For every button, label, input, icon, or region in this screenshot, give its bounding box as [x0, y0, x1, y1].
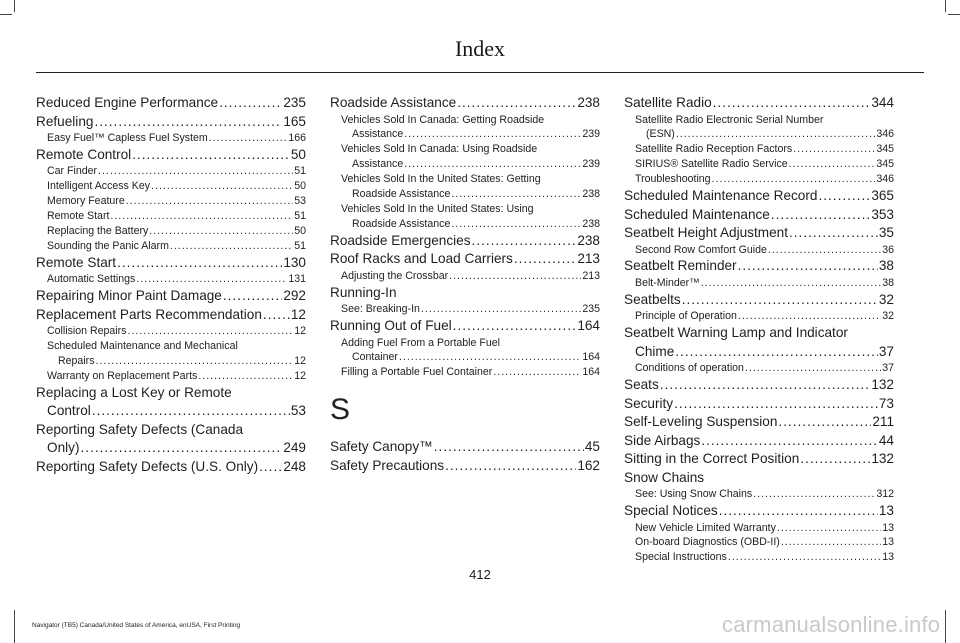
entry-page-number: 50 [290, 146, 306, 162]
entry-text: Sitting in the Correct Position [624, 451, 800, 467]
index-entry [624, 395, 894, 414]
index-entry [36, 384, 306, 403]
leader-dots [126, 194, 293, 209]
entry-page-number: 32 [878, 291, 894, 307]
entry-page-number: 238 [582, 217, 600, 230]
entry-page-number: 164 [582, 351, 600, 364]
entry-text: Easy Fuel™ Capless Fuel System [47, 132, 208, 144]
leader-dots [170, 239, 293, 254]
index-entry [330, 317, 600, 336]
entry-page-number: 50 [294, 225, 306, 238]
entry-page-number: 249 [283, 440, 306, 456]
index-entry [330, 232, 600, 251]
index-entry [36, 306, 306, 325]
index-subentry [36, 239, 306, 254]
leader-dots [151, 179, 293, 194]
leader-dots [96, 354, 294, 369]
entry-page-number: 346 [876, 128, 894, 141]
entry-page-number: 239 [582, 158, 600, 171]
leader-dots [445, 457, 576, 476]
leader-dots [768, 243, 881, 258]
index-entry [36, 439, 306, 458]
index-entry [36, 458, 306, 477]
entry-text: Automatic Settings [47, 273, 136, 286]
leader-dots [80, 439, 282, 458]
leader-dots [434, 438, 584, 457]
entry-text: Only) [47, 440, 80, 456]
entry-text: Repairing Minor Paint Damage [36, 288, 222, 304]
index-subentry [624, 550, 894, 565]
leader-dots [674, 395, 878, 414]
index-subentry [36, 369, 306, 384]
index-entry [330, 94, 600, 113]
leader-dots [818, 187, 870, 206]
index-subentry [330, 336, 600, 351]
leader-dots [136, 272, 287, 287]
leader-dots [719, 502, 878, 521]
index-entry [330, 250, 600, 269]
index-subentry [330, 217, 600, 232]
index-column-2 [330, 94, 600, 475]
watermark: carmanualsonline.info [722, 612, 941, 637]
index-subentry [330, 142, 600, 157]
entry-text: Collision Repairs [47, 325, 127, 338]
index-entry [36, 113, 306, 132]
entry-text: Filling a Portable Fuel Container [341, 366, 493, 379]
entry-text: Remote Start [47, 210, 110, 223]
entry-text: Roadside Assistance [352, 217, 451, 230]
entry-page-number: 131 [288, 273, 306, 286]
entry-text: Control [47, 403, 91, 419]
entry-page-number: 73 [878, 395, 894, 411]
index-entry [624, 206, 894, 225]
leader-dots [127, 324, 293, 339]
leader-dots [404, 157, 581, 172]
entry-text: Satellite Radio Reception Factors [635, 143, 793, 156]
entry-page-number: 239 [582, 128, 600, 141]
index-subentry [624, 521, 894, 536]
entry-text: Intelligent Access Key [47, 180, 151, 193]
leader-dots [457, 94, 576, 113]
entry-page-number: 32 [882, 310, 894, 323]
leader-dots [728, 550, 881, 565]
index-entry [330, 438, 600, 457]
entry-text: Satellite Radio [624, 95, 712, 110]
leader-dots [701, 276, 881, 291]
index-entry [624, 376, 894, 395]
entry-text: Warranty on Replacement Parts [47, 369, 198, 382]
entry-page-number: 211 [872, 414, 894, 430]
entry-page-number: 238 [582, 188, 600, 201]
entry-text: Replacing a Lost Key or Remote [36, 384, 232, 400]
entry-page-number: 213 [577, 251, 600, 267]
index-entry [330, 284, 600, 303]
entry-text: Replacement Parts Recommendation [36, 306, 262, 322]
entry-page-number: 13 [878, 503, 894, 519]
entry-text: Roadside Emergencies [330, 232, 471, 248]
leader-dots [421, 302, 581, 317]
entry-text: (ESN) [646, 128, 675, 141]
entry-text: Belt-Minder™ [635, 276, 700, 289]
entry-page-number: 248 [283, 458, 306, 474]
entry-text: See: Breaking-In [341, 303, 420, 316]
index-subentry [330, 365, 600, 380]
leader-dots [738, 257, 878, 276]
index-subentry [36, 131, 306, 146]
entry-text: Second Row Comfort Guide [635, 243, 767, 256]
index-subentry [330, 157, 600, 172]
entry-text: Troubleshooting [635, 173, 711, 186]
entry-page-number: 38 [878, 258, 894, 274]
entry-text: New Vehicle Limited Warranty [635, 521, 776, 534]
entry-page-number: 345 [876, 143, 894, 156]
entry-page-number: 37 [882, 362, 894, 375]
leader-dots [789, 224, 878, 243]
leader-dots [778, 413, 871, 432]
entry-text: Memory Feature [47, 195, 125, 208]
page-number: 412 [469, 567, 491, 582]
entry-page-number: 12 [294, 369, 306, 382]
index-subentry [624, 535, 894, 550]
entry-page-number: 235 [283, 95, 306, 110]
leader-dots [777, 521, 881, 536]
leader-dots [451, 217, 581, 232]
leader-dots [98, 164, 293, 179]
leader-dots [92, 402, 290, 421]
entry-text: Snow Chains [624, 469, 705, 485]
index-subentry [36, 354, 306, 369]
entry-page-number: 238 [577, 232, 600, 248]
entry-page-number: 45 [584, 439, 600, 455]
entry-text: See: Using Snow Chains [635, 488, 753, 501]
entry-page-number: 44 [878, 432, 894, 448]
index-entry [36, 287, 306, 306]
leader-dots [771, 206, 870, 225]
entry-page-number: 50 [294, 180, 306, 193]
leader-dots [449, 269, 581, 284]
entry-page-number: 345 [876, 158, 894, 171]
index-entry [624, 94, 894, 113]
entry-page-number: 165 [283, 113, 306, 129]
leader-dots [514, 250, 576, 269]
leader-dots [149, 224, 293, 239]
leader-dots [198, 369, 293, 384]
entry-page-number: 346 [876, 173, 894, 186]
leader-dots [676, 127, 875, 142]
index-entry [36, 421, 306, 440]
entry-text: Adjusting the Crossbar [341, 269, 449, 282]
entry-text: Replacing the Battery [47, 225, 149, 238]
entry-text: Sounding the Panic Alarm [47, 239, 169, 252]
entry-text: Vehicles Sold In Canada: Using Roadside [341, 143, 538, 156]
entry-text: Assistance [352, 158, 404, 171]
leader-dots [738, 309, 881, 324]
entry-page-number: 292 [283, 288, 306, 304]
entry-text: Roadside Assistance [352, 188, 451, 201]
entry-page-number: 13 [882, 551, 894, 564]
index-entry [624, 187, 894, 206]
entry-text: Remote Start [36, 254, 117, 270]
entry-page-number: 36 [882, 243, 894, 256]
leader-dots [793, 142, 875, 157]
index-entry [624, 324, 894, 343]
index-entry [624, 469, 894, 488]
index-entry [624, 502, 894, 521]
index-subentry [624, 113, 894, 128]
entry-text: Safety Canopy™ [330, 439, 433, 455]
index-entry [624, 450, 894, 469]
leader-dots [682, 291, 878, 310]
index-entry [330, 457, 600, 476]
entry-text: Principle of Operation [635, 310, 737, 323]
index-entry [624, 224, 894, 243]
crop-mark [948, 14, 960, 15]
index-entry [36, 254, 306, 273]
header-rule [36, 72, 924, 73]
index-entry [624, 257, 894, 276]
entry-text: Seats [624, 377, 659, 393]
index-subentry [330, 302, 600, 317]
entry-page-number: 235 [582, 303, 600, 316]
index-subentry [330, 187, 600, 202]
entry-text: Car Finder [47, 165, 98, 178]
entry-page-number: 35 [878, 225, 894, 241]
crop-mark [14, 610, 15, 643]
leader-dots [781, 535, 881, 550]
leader-dots [132, 146, 290, 165]
entry-page-number: 38 [882, 276, 894, 289]
entry-page-number: 12 [294, 355, 306, 368]
index-subentry [624, 487, 894, 502]
entry-page-number: 132 [871, 451, 894, 467]
index-subentry [624, 172, 894, 187]
index-entry [624, 343, 894, 362]
leader-dots [94, 113, 282, 132]
index-subentry [330, 172, 600, 187]
entry-text: Scheduled Maintenance [624, 206, 770, 222]
leader-dots [701, 432, 878, 451]
entry-page-number: 51 [294, 239, 306, 252]
entry-page-number: 51 [294, 210, 306, 223]
entry-page-number: 365 [871, 188, 894, 204]
index-subentry [36, 194, 306, 209]
crop-mark [945, 610, 946, 643]
entry-text: Seatbelt Reminder [624, 258, 737, 274]
entry-text: Assistance [352, 128, 404, 141]
entry-page-number: 164 [582, 366, 600, 379]
entry-page-number: 132 [871, 377, 894, 393]
entry-page-number: 344 [871, 95, 894, 110]
crop-mark [0, 14, 12, 15]
index-entry [624, 413, 894, 432]
index-subentry [624, 142, 894, 157]
entry-text: Reporting Safety Defects (Canada [36, 421, 244, 437]
entry-page-number: 162 [577, 457, 600, 473]
leader-dots [453, 317, 577, 336]
index-subentry [624, 157, 894, 172]
entry-page-number: 164 [577, 318, 600, 334]
entry-text: On-board Diagnostics (OBD-II) [635, 536, 780, 549]
entry-page-number: 37 [878, 343, 894, 359]
page-title: Index [454, 36, 506, 61]
leader-dots [209, 131, 288, 146]
leader-dots [745, 361, 881, 376]
index-entry [36, 94, 306, 113]
entry-page-number: 353 [871, 206, 894, 222]
index-subentry [36, 179, 306, 194]
entry-text: Side Airbags [624, 432, 701, 448]
entry-page-number: 238 [577, 95, 600, 110]
leader-dots [675, 343, 878, 362]
index-subentry [624, 243, 894, 258]
entry-text: Chime [635, 343, 675, 359]
entry-page-number: 12 [290, 306, 306, 322]
leader-dots [713, 94, 871, 113]
entry-page-number: 53 [294, 195, 306, 208]
entry-text: Roof Racks and Load Carriers [330, 251, 513, 267]
entry-text: Repairs [58, 355, 95, 368]
entry-text: Reduced Engine Performance [36, 95, 219, 110]
leader-dots [404, 127, 581, 142]
entry-text: SIRIUS® Satellite Radio Service [635, 158, 788, 171]
entry-text: Roadside Assistance [330, 95, 457, 110]
entry-text: Running Out of Fuel [330, 318, 452, 334]
entry-text: Vehicles Sold In Canada: Getting Roadside [341, 113, 545, 126]
section-letter: S [330, 393, 351, 427]
entry-text: Vehicles Sold In the United States: Using [341, 202, 534, 215]
entry-text: Security [624, 395, 674, 411]
leader-dots [753, 487, 875, 502]
entry-text: Refueling [36, 113, 94, 129]
entry-page-number: 12 [294, 325, 306, 338]
entry-page-number: 13 [882, 536, 894, 549]
entry-text: Seatbelts [624, 291, 681, 307]
leader-dots [660, 376, 871, 395]
index-column-3 [624, 94, 894, 565]
entry-page-number: 213 [582, 269, 600, 282]
index-subentry [330, 113, 600, 128]
entry-page-number: 13 [882, 521, 894, 534]
leader-dots [263, 306, 290, 325]
entry-text: Container [352, 351, 398, 364]
leader-dots [223, 287, 282, 306]
entry-text: Special Instructions [635, 551, 727, 564]
entry-text: Conditions of operation [635, 362, 744, 375]
index-subentry [624, 127, 894, 142]
leader-dots [259, 458, 282, 477]
leader-dots [800, 450, 870, 469]
entry-text: Seatbelt Warning Lamp and Indicator [624, 325, 848, 341]
index-subentry [36, 339, 306, 354]
index-entry [36, 146, 306, 165]
entry-text: Scheduled Maintenance Record [624, 188, 818, 204]
leader-dots [117, 254, 282, 273]
index-subentry [624, 361, 894, 376]
index-subentry [36, 209, 306, 224]
entry-text: Special Notices [624, 503, 718, 519]
crop-mark [14, 0, 15, 12]
leader-dots [472, 232, 577, 251]
entry-text: Scheduled Maintenance and Mechanical [47, 340, 238, 353]
index-subentry [36, 164, 306, 179]
index-entry [624, 291, 894, 310]
index-subentry [330, 127, 600, 142]
leader-dots [712, 172, 876, 187]
entry-text: Satellite Radio Electronic Serial Number [635, 113, 824, 126]
entry-page-number: 51 [294, 165, 306, 178]
index-subentry [330, 202, 600, 217]
entry-page-number: 130 [283, 254, 306, 270]
footer-text: Navigator (TB5) Canada/United States of America, enUSA, First Printing [32, 622, 241, 629]
entry-page-number: 53 [290, 403, 306, 419]
index-entry [624, 432, 894, 451]
entry-text: Running-In [330, 284, 397, 300]
index-subentry [36, 224, 306, 239]
entry-page-number: 166 [288, 132, 306, 144]
leader-dots [789, 157, 876, 172]
index-subentry [624, 276, 894, 291]
index-column-1 [36, 94, 306, 476]
index-subentry [624, 309, 894, 324]
entry-text: Safety Precautions [330, 457, 445, 473]
entry-text: Adding Fuel From a Portable Fuel [341, 336, 500, 349]
index-subentry [36, 324, 306, 339]
leader-dots [451, 187, 581, 202]
leader-dots [110, 209, 293, 224]
crop-mark [945, 0, 946, 12]
entry-text: Seatbelt Height Adjustment [624, 225, 788, 241]
index-subentry [330, 269, 600, 284]
entry-text: Reporting Safety Defects (U.S. Only) [36, 458, 259, 474]
leader-dots [399, 350, 581, 365]
leader-dots [219, 94, 282, 113]
entry-page-number: 312 [876, 488, 894, 501]
index-entry [36, 402, 306, 421]
index-subentry [330, 350, 600, 365]
entry-text: Remote Control [36, 146, 132, 162]
entry-text: Vehicles Sold In the United States: Getting [341, 173, 541, 186]
leader-dots [493, 365, 581, 380]
index-subentry [36, 272, 306, 287]
entry-text: Self-Leveling Suspension [624, 414, 778, 430]
